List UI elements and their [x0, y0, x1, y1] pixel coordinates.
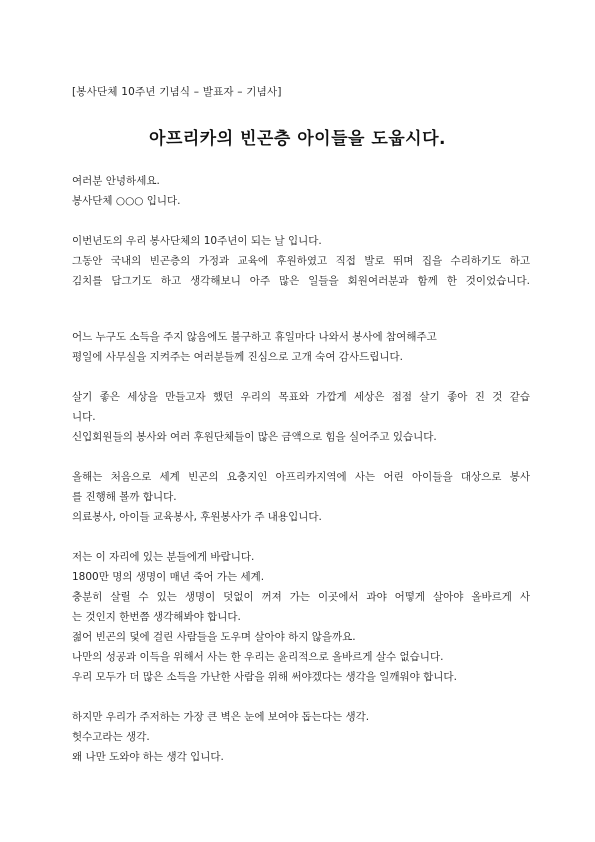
text-line: 는 것인지 한번쯤 생각해봐야 합니다.: [72, 611, 241, 623]
text-line: 그동안 국내의 빈곤층의 가정과 교육에 후원하였고 직접 발로 뛰며 집을 수리하기도 하고: [72, 255, 530, 267]
text-line: 충분히 살릴 수 있는 생명이 덧없이 꺼져 가는 이곳에서 과야 어떻게 살아야 올바르게 사: [72, 591, 530, 603]
text-line: 왜 나만 도와야 하는 생각 입니다.: [72, 751, 224, 763]
paragraph: [72, 547, 530, 687]
text-line: 하지만 우리가 주저하는 가장 큰 벽은 눈에 보여야 돕는다는 생각.: [72, 711, 370, 723]
text-line: 김치를 담그기도 하고 생각해보니 아주 많은 일들을 회원여러분과 함께 한 것이었습니다.: [72, 275, 530, 287]
text-line: 의료봉사, 아이들 교육봉사, 후원봉사가 주 내용입니다.: [72, 511, 322, 523]
paragraph: [72, 707, 530, 767]
paragraph: [72, 467, 530, 527]
text-line: 봉사단체 ○○○ 입니다.: [72, 195, 181, 207]
text-line: 1800만 명의 생명이 매년 죽어 가는 세계.: [72, 571, 265, 583]
text-line: 살기 좋은 세상을 만들고자 했던 우리의 목표와 가깝게 세상은 점점 살기 좋아 진 것 같습: [72, 391, 530, 403]
paragraph: [72, 231, 530, 291]
text-line: 젊어 빈곤의 덫에 걸린 사람들을 도우며 살아야 하지 않을까요.: [72, 631, 356, 643]
paragraph: [72, 387, 530, 447]
document-title: 아프리카의 빈곤층 아이들을 도웁시다.: [149, 129, 446, 149]
text-line: 올해는 처음으로 세계 빈곤의 요충지인 아프리카지역에 사는 어린 아이들을 대상으로 봉사: [72, 471, 530, 483]
text-line: 니다.: [72, 411, 96, 423]
text-line: 나만의 성공과 이득을 위해서 사는 한 우리는 윤리적으로 올바르게 살수 없습니다.: [72, 651, 444, 663]
text-line: 저는 이 자리에 있는 분들에게 바랍니다.: [72, 551, 255, 563]
text-line: 헛수고라는 생각.: [72, 731, 150, 743]
text-line: 신입회원들의 봉사와 여러 후원단체들이 많은 금액으로 힘을 실어주고 있습니다.: [72, 431, 437, 443]
text-line: 우리 모두가 더 많은 소득을 가난한 사람을 위해 써야겠다는 생각을 일깨워야 합니다.: [72, 671, 457, 683]
header-note: [봉사단체 10주년 기념식 – 발표자 – 기념사]: [72, 86, 282, 98]
text-line: 이번년도의 우리 봉사단체의 10주년이 되는 날 입니다.: [72, 235, 322, 247]
text-line: 를 진행해 볼까 합니다.: [72, 491, 177, 503]
text-line: 여러분 안녕하세요.: [72, 175, 160, 187]
text-line: 어느 누구도 소득을 주지 않음에도 불구하고 휴일마다 나와서 봉사에 참여해주고: [72, 331, 437, 343]
paragraph: [72, 171, 530, 211]
document-body: [72, 171, 530, 787]
spacer: [72, 311, 530, 327]
text-line: 평일에 사무실을 지켜주는 여러분들께 진심으로 고개 숙여 감사드립니다.: [72, 351, 403, 363]
paragraph: [72, 327, 530, 367]
